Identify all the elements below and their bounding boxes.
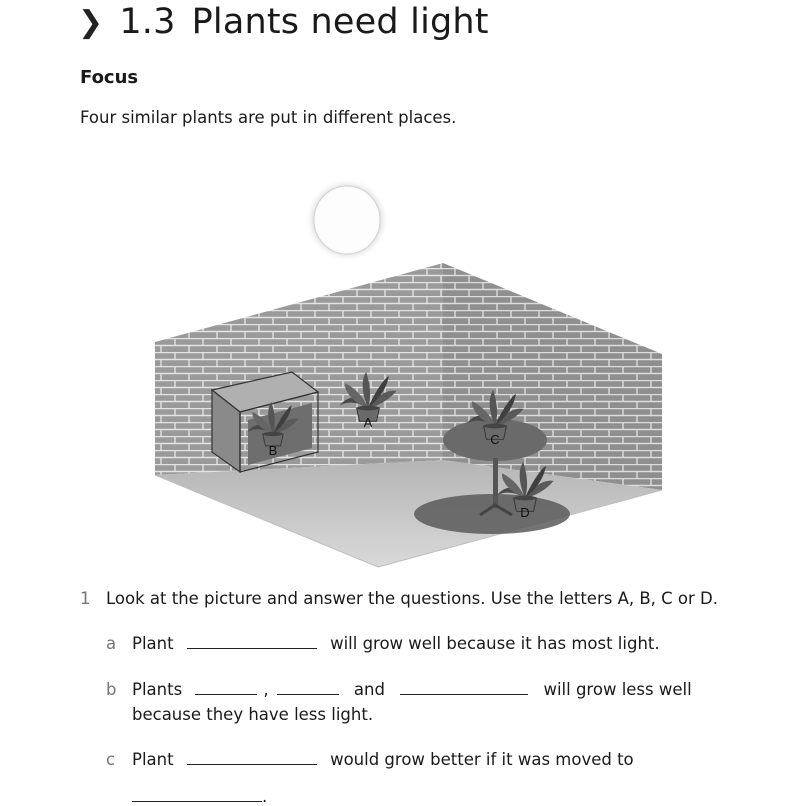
answer-blank[interactable] <box>277 693 339 695</box>
question-text: Look at the picture and answer the questions. Use the letters A, B, C or D. <box>106 589 719 608</box>
intro-text: Four similar plants are put in different places. <box>80 108 457 127</box>
question-1 <box>80 589 718 608</box>
question-1b-line2: because they have less light. <box>132 705 374 724</box>
chevron-right-icon: ❯ <box>78 4 104 40</box>
label-a: A <box>363 415 373 430</box>
section-title: Plants need light <box>191 2 489 42</box>
focus-heading: Focus <box>80 67 139 88</box>
text: Plants <box>132 680 183 699</box>
label-c: C <box>490 432 500 447</box>
question-1c <box>106 750 634 769</box>
text: Plant <box>132 634 174 653</box>
text: , <box>263 680 269 699</box>
text: Plant <box>132 750 174 769</box>
question-1a <box>106 634 660 653</box>
answer-blank[interactable] <box>187 647 317 649</box>
sub-letter: a <box>106 634 117 653</box>
answer-blank[interactable] <box>132 800 262 802</box>
answer-blank[interactable] <box>195 693 257 695</box>
text: would grow better if it was moved to <box>330 750 634 769</box>
plants-room-illustration <box>140 170 680 570</box>
question-1c-line2 <box>132 787 267 806</box>
question-number: 1 <box>80 589 91 608</box>
label-d: D <box>520 505 530 520</box>
text: will grow well because it has most light. <box>330 634 660 653</box>
page-title <box>78 0 489 46</box>
section-number: 1.3 <box>119 2 176 42</box>
sub-letter: b <box>106 680 117 699</box>
answer-blank[interactable] <box>187 763 317 765</box>
label-b: B <box>268 443 278 458</box>
text: . <box>262 787 268 806</box>
sub-letter: c <box>106 750 116 769</box>
answer-blank[interactable] <box>400 693 528 695</box>
text: will grow less well <box>543 680 692 699</box>
question-1b <box>106 680 692 699</box>
text: and <box>353 680 385 699</box>
